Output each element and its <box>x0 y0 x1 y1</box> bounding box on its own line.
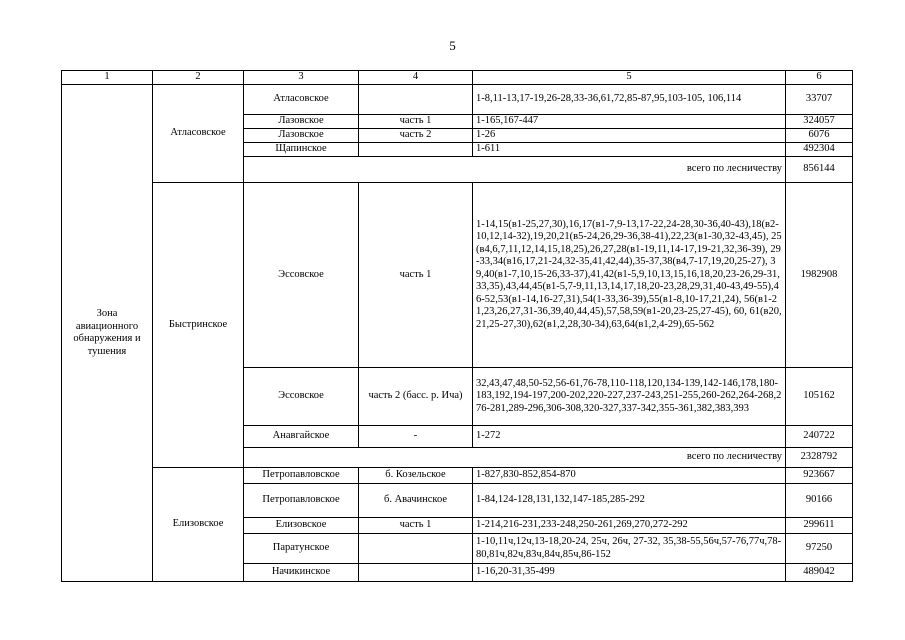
quarters-cell: 32,43,47,48,50-52,56-61,76-78,110-118,120,134-139,142-146,178,180-183,192,194-197,200-202,220-227,237-243,251-255,260-262,264-268,276-281,289-296,306-308,320-327,337-342,355-361,382,383,393 <box>473 368 786 426</box>
table-row <box>62 468 853 484</box>
quarters-cell: 1-214,216-231,233-248,250-261,269,270,272-292 <box>473 518 786 534</box>
column-header: 1 <box>62 71 153 85</box>
area-cell: 324057 <box>786 115 853 129</box>
zone-cell: Зона авиационного обнаружения и тушения <box>62 85 153 582</box>
quarters-cell: 1-611 <box>473 143 786 157</box>
column-header: 5 <box>473 71 786 85</box>
part-cell <box>359 534 473 564</box>
part-cell: часть 1 <box>359 183 473 368</box>
forestry-table <box>61 70 853 582</box>
column-header: 4 <box>359 71 473 85</box>
district-cell: Анавгайское <box>244 426 359 448</box>
district-cell: Лазовское <box>244 129 359 143</box>
column-header: 3 <box>244 71 359 85</box>
district-cell: Петропавловское <box>244 484 359 518</box>
district-cell: Щапинское <box>244 143 359 157</box>
district-cell: Атласовское <box>244 85 359 115</box>
forestry-name: Елизовское <box>153 468 244 582</box>
total-value: 2328792 <box>786 448 853 468</box>
district-cell: Начикинское <box>244 564 359 582</box>
quarters-cell: 1-10,11ч,12ч,13-18,20-24, 25ч, 26ч, 27-32, 35,38-55,56ч,57-76,77ч,78-80,81ч,82ч,83ч,84ч,85ч,86-152 <box>473 534 786 564</box>
area-cell: 33707 <box>786 85 853 115</box>
district-cell: Эссовское <box>244 368 359 426</box>
part-cell: - <box>359 426 473 448</box>
column-header: 2 <box>153 71 244 85</box>
part-cell: б. Козельское <box>359 468 473 484</box>
area-cell: 299611 <box>786 518 853 534</box>
area-cell: 6076 <box>786 129 853 143</box>
part-cell: часть 1 <box>359 115 473 129</box>
part-cell <box>359 143 473 157</box>
area-cell: 923667 <box>786 468 853 484</box>
district-cell: Эссовское <box>244 183 359 368</box>
district-cell: Петропавловское <box>244 468 359 484</box>
header-row <box>62 71 853 85</box>
area-cell: 97250 <box>786 534 853 564</box>
total-value: 856144 <box>786 157 853 183</box>
forestry-name: Быстринское <box>153 183 244 468</box>
quarters-cell: 1-14,15(в1-25,27,30),16,17(в1-7,9-13,17-22,24-28,30-36,40-43),18(в2-10,12,14-32),19,20,21(в5-24,26,29-36,38-41),22,23(в1-30,32-43,45), 25(в4,6,7,11,12,14,15,18,25),26,27,28(в1-19,11,14-17,19-21,32,36-39), 29-33,34(в16,17,21-24,32-35,41,42,44),35-37,38(в4,7-17,19,20,25-27), 39,40(в1-7,10,15-26,33-37),41,42(в1-5,9,10,13,15,16,18,20,23-26,29-31,33,35),43,44,45(в1-5,7-9,11,13,14,17,18,20-23,28,29,31,40-43,49-55),46-52,53(в1-14,16-27,31),54(1-33,36-39),55(в1-8,10-17,21,24), 56(в1-21,23,26,27,31-36,39,40,44,45),57,58,59(в1-20,23-25,27-45), 60, 61(в20,21,25-27,30),62(в1,2,28,30-34),63,64(в1,2,4-29),65-562 <box>473 183 786 368</box>
area-cell: 492304 <box>786 143 853 157</box>
table-row <box>62 85 853 115</box>
total-label: всего по лесничеству <box>244 448 786 468</box>
part-cell <box>359 85 473 115</box>
area-cell: 489042 <box>786 564 853 582</box>
quarters-cell: 1-8,11-13,17-19,26-28,33-36,61,72,85-87,95,103-105, 106,114 <box>473 85 786 115</box>
table-row <box>62 183 853 368</box>
forestry-name: Атласовское <box>153 85 244 183</box>
quarters-cell: 1-26 <box>473 129 786 143</box>
district-cell: Лазовское <box>244 115 359 129</box>
area-cell: 105162 <box>786 368 853 426</box>
quarters-cell: 1-827,830-852,854-870 <box>473 468 786 484</box>
area-cell: 1982908 <box>786 183 853 368</box>
column-header: 6 <box>786 71 853 85</box>
quarters-cell: 1-84,124-128,131,132,147-185,285-292 <box>473 484 786 518</box>
part-cell: б. Авачинское <box>359 484 473 518</box>
area-cell: 90166 <box>786 484 853 518</box>
quarters-cell: 1-16,20-31,35-499 <box>473 564 786 582</box>
quarters-cell: 1-165,167-447 <box>473 115 786 129</box>
part-cell <box>359 564 473 582</box>
page-number: 5 <box>449 38 456 53</box>
district-cell: Паратунское <box>244 534 359 564</box>
part-cell: часть 2 (басс. р. Ича) <box>359 368 473 426</box>
total-label: всего по лесничеству <box>244 157 786 183</box>
district-cell: Елизовское <box>244 518 359 534</box>
part-cell: часть 1 <box>359 518 473 534</box>
area-cell: 240722 <box>786 426 853 448</box>
part-cell: часть 2 <box>359 129 473 143</box>
quarters-cell: 1-272 <box>473 426 786 448</box>
